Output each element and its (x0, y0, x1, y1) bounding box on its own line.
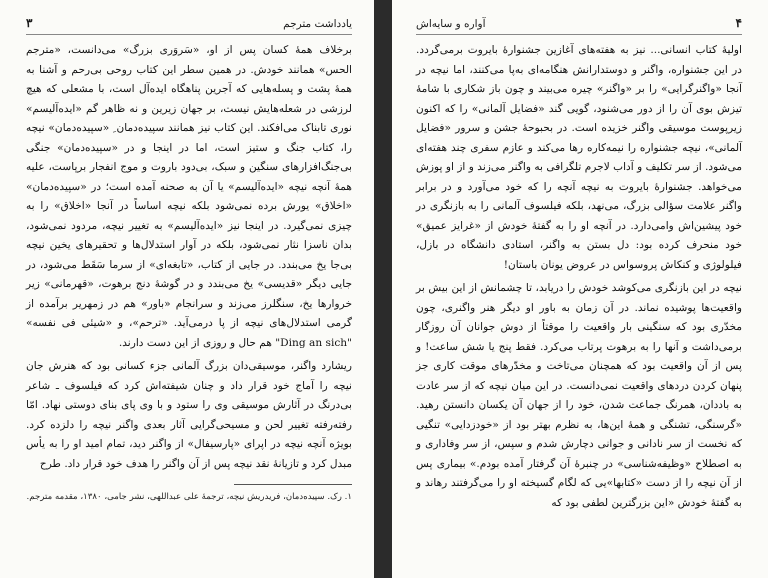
left-paragraph-1: برخلاف همهٔ کسان پس از او، «سَروَری بزرگ» می‌دانست، «مترجم الحس» همانند خودش. در همین سطر این کتاب روحی بی‌رحم و آشنا به همهٔ پشت و پسله‌هایی که آجرین پناهگاه ایده‌آل است، با مشعلی که هیچ لرزشی در شعله‌هایش نیست، بر جهان زیرین و نه ظاهر گم «ایده‌آلیسم» نوری تابناک می‌افکند. این کتاب نیز همانند سپیده‌دمان ِ «سپیده‌دمان» نیچه را، کتاب جنگ و ستیز است، اما در اینجا و در «سپیده‌دمان» جنگی بی‌جنگ‌افزارهای سنگین و سبک، بی‌دود باروت و موج انفجار برپاست، علیه همهٔ آنچه نیچه «ایده‌آلیسم» یا آن به صحنه آمده است؛ در «سپیده‌دمان» «اخلاق» یورش برده نمی‌شود بلکه نیچه اساساً در آنجا «اخلاق» را به چیزی نمی‌گیرد. در اینجا نیز «ایده‌آلیسم» به تغییر نیچه، مردود نمی‌شود، بدان ناسزا نثار نمی‌شود، بلکه در آوار استدلال‌ها و تحقیرهای یخین نیچه بی‌جا یخ می‌بندد. در جایی از کتاب، «تابغه‌ای» از سرما سَقَط می‌شود، در جایی دیگر «قدیسی» یخ می‌بندد و در گوشهٔ دنج برهوت، «قهرمانی» زیر خروارها یخ، سنگلرز می‌زند و سرانجام «باور» هم در زمهریر برآمده از گرمی استدلال‌های نیچه از پا درمی‌آید. «ترحم»، و «شیئی فی نفسه» "Ding an sich" هم حال و روزی از این دست دارند. (26, 44, 352, 349)
left-paragraph-2: ریشارد واگنر، موسیقی‌دان بزرگ آلمانی جزء کسانی بود که هنرش جان نیچه را آماج خود قرار داد و چنان شیفته‌اش کرد که فیلسوف ـ شاعر بی‌درنگ در آثارش موسیقی وی را ستود و با وی پای بنای دوستی نهاد. امّا رفته‌رفته تغییر لحن و مسیحی‌گرایی آثار بعدی واگنر نیچه را دلزده کرد. بویژه آنچه نیچه در اپرای «پارسیفال» از واگنر دید، تمام امید او را به یأس مبدل کرد و تازیانهٔ نقد نیچه پس از آن واگنر را هدف خود قرار داد. طرح (26, 360, 352, 470)
right-page-running-title: آواره و سایه‌اش (416, 18, 486, 30)
left-page-body (26, 41, 352, 474)
left-page-running-title: یادداشت مترجم (283, 18, 352, 30)
left-page-number: ۳ (26, 16, 33, 30)
page-gutter (374, 0, 392, 578)
right-page-header (416, 16, 742, 35)
left-page-footnote: ۱. رک. سپیده‌دمان، فریدریش نیچه، ترجمهٔ علی عبداللهی، نشر جامی، ۱۳۸۰، مقدمه مترجم. (26, 492, 352, 502)
left-page-header (26, 16, 352, 35)
right-paragraph-1: اولیهٔ کتاب انسانی... نیز به هفته‌های آغازین جشنوارهٔ بایروت برمی‌گردد. در این جشنواره، واگنر و دوستدارانش هنگامه‌ای به‌پا می‌کنند، اما نیچه در آنجا «واگنرگرایی» را بر «واگنر» چیره می‌بیند و چون باز شکاری با شامهٔ تیزش بوی آن را از دور می‌شنود، گویی گند «فضایل آلمانی» را که اکنون زیرپوست موسیقی واگنر خزیده است. در بحبوحهٔ جشن و سرور «فضایل آلمانی»، نیچه جشنواره را نیمه‌کاره رها می‌کند و عازم سفری چند هفته‌ای می‌شود. از سر تکلیف و آداب لاجرم تلگرافی به واگنر می‌زند و از او پوزش می‌خواهد. جشنوارهٔ بایروت به نیچه آنچه را که خود می‌آورد و در برابر واگنر علامت سؤالی بزرگ، می‌نهد، بلکه فیلسوف آلمانی را به بازنگری در خود پیشین‌اش وامی‌دارد. در آنچه او را به گفتهٔ خودش از «غرایز عمیق» خود منحرف کرده بود: دل بستن به واگنر، استادی دانشگاه در بازل، فیلولوژی و کنکاش پروسواس در عروض یونان باستان! (416, 44, 742, 271)
left-page (0, 0, 374, 578)
right-paragraph-2: نیچه در این بازنگری می‌کوشد خودش را دریابد، تا چشمانش از این بیش بر واقعیت‌ها پوشیده نماند. در آن زمان به باور او دیگر هنر واگنری، چون مخدّری بود که سنگینی بار واقعیت را موقتاً از دوش جوانان آن روزگار برمی‌داشت و آنها را به برهوت پرتاب می‌کرد. فقط پنج یا شش ساعت! و پس از آن واقعیت بود که همچنان می‌تاخت و مخدّرهای موقت کاری جز پنهان کردن دردهای واقعیت نمی‌دانست. در این میان نیچه که از سر عادت به باددان، همرنگ جماعت شدن، خود را از جهان آن یکسان دانستن رهید. «گرسنگی، تشنگی و همهٔ این‌ها، به نظرم بهتر بود از «خودزدایی» تنگیی که نخست از سر نادانی و جوانی دچارش شدم و سپس، از سر وفاداری و به اصطلاح «وظیفه‌شناسی» در چنبرهٔ آن گرفتار آمده بودم.» بیماری پس از آن نیچه را از دست «کتابها»یی که لگام گسیخته او را می‌گرفتند رهاند و به گفتهٔ خودش «این بزرگترین لطفی بود که (416, 282, 743, 509)
right-page (392, 0, 768, 578)
right-page-body (416, 41, 742, 513)
right-page-number: ۴ (735, 16, 742, 30)
footnote-rule (234, 484, 352, 485)
